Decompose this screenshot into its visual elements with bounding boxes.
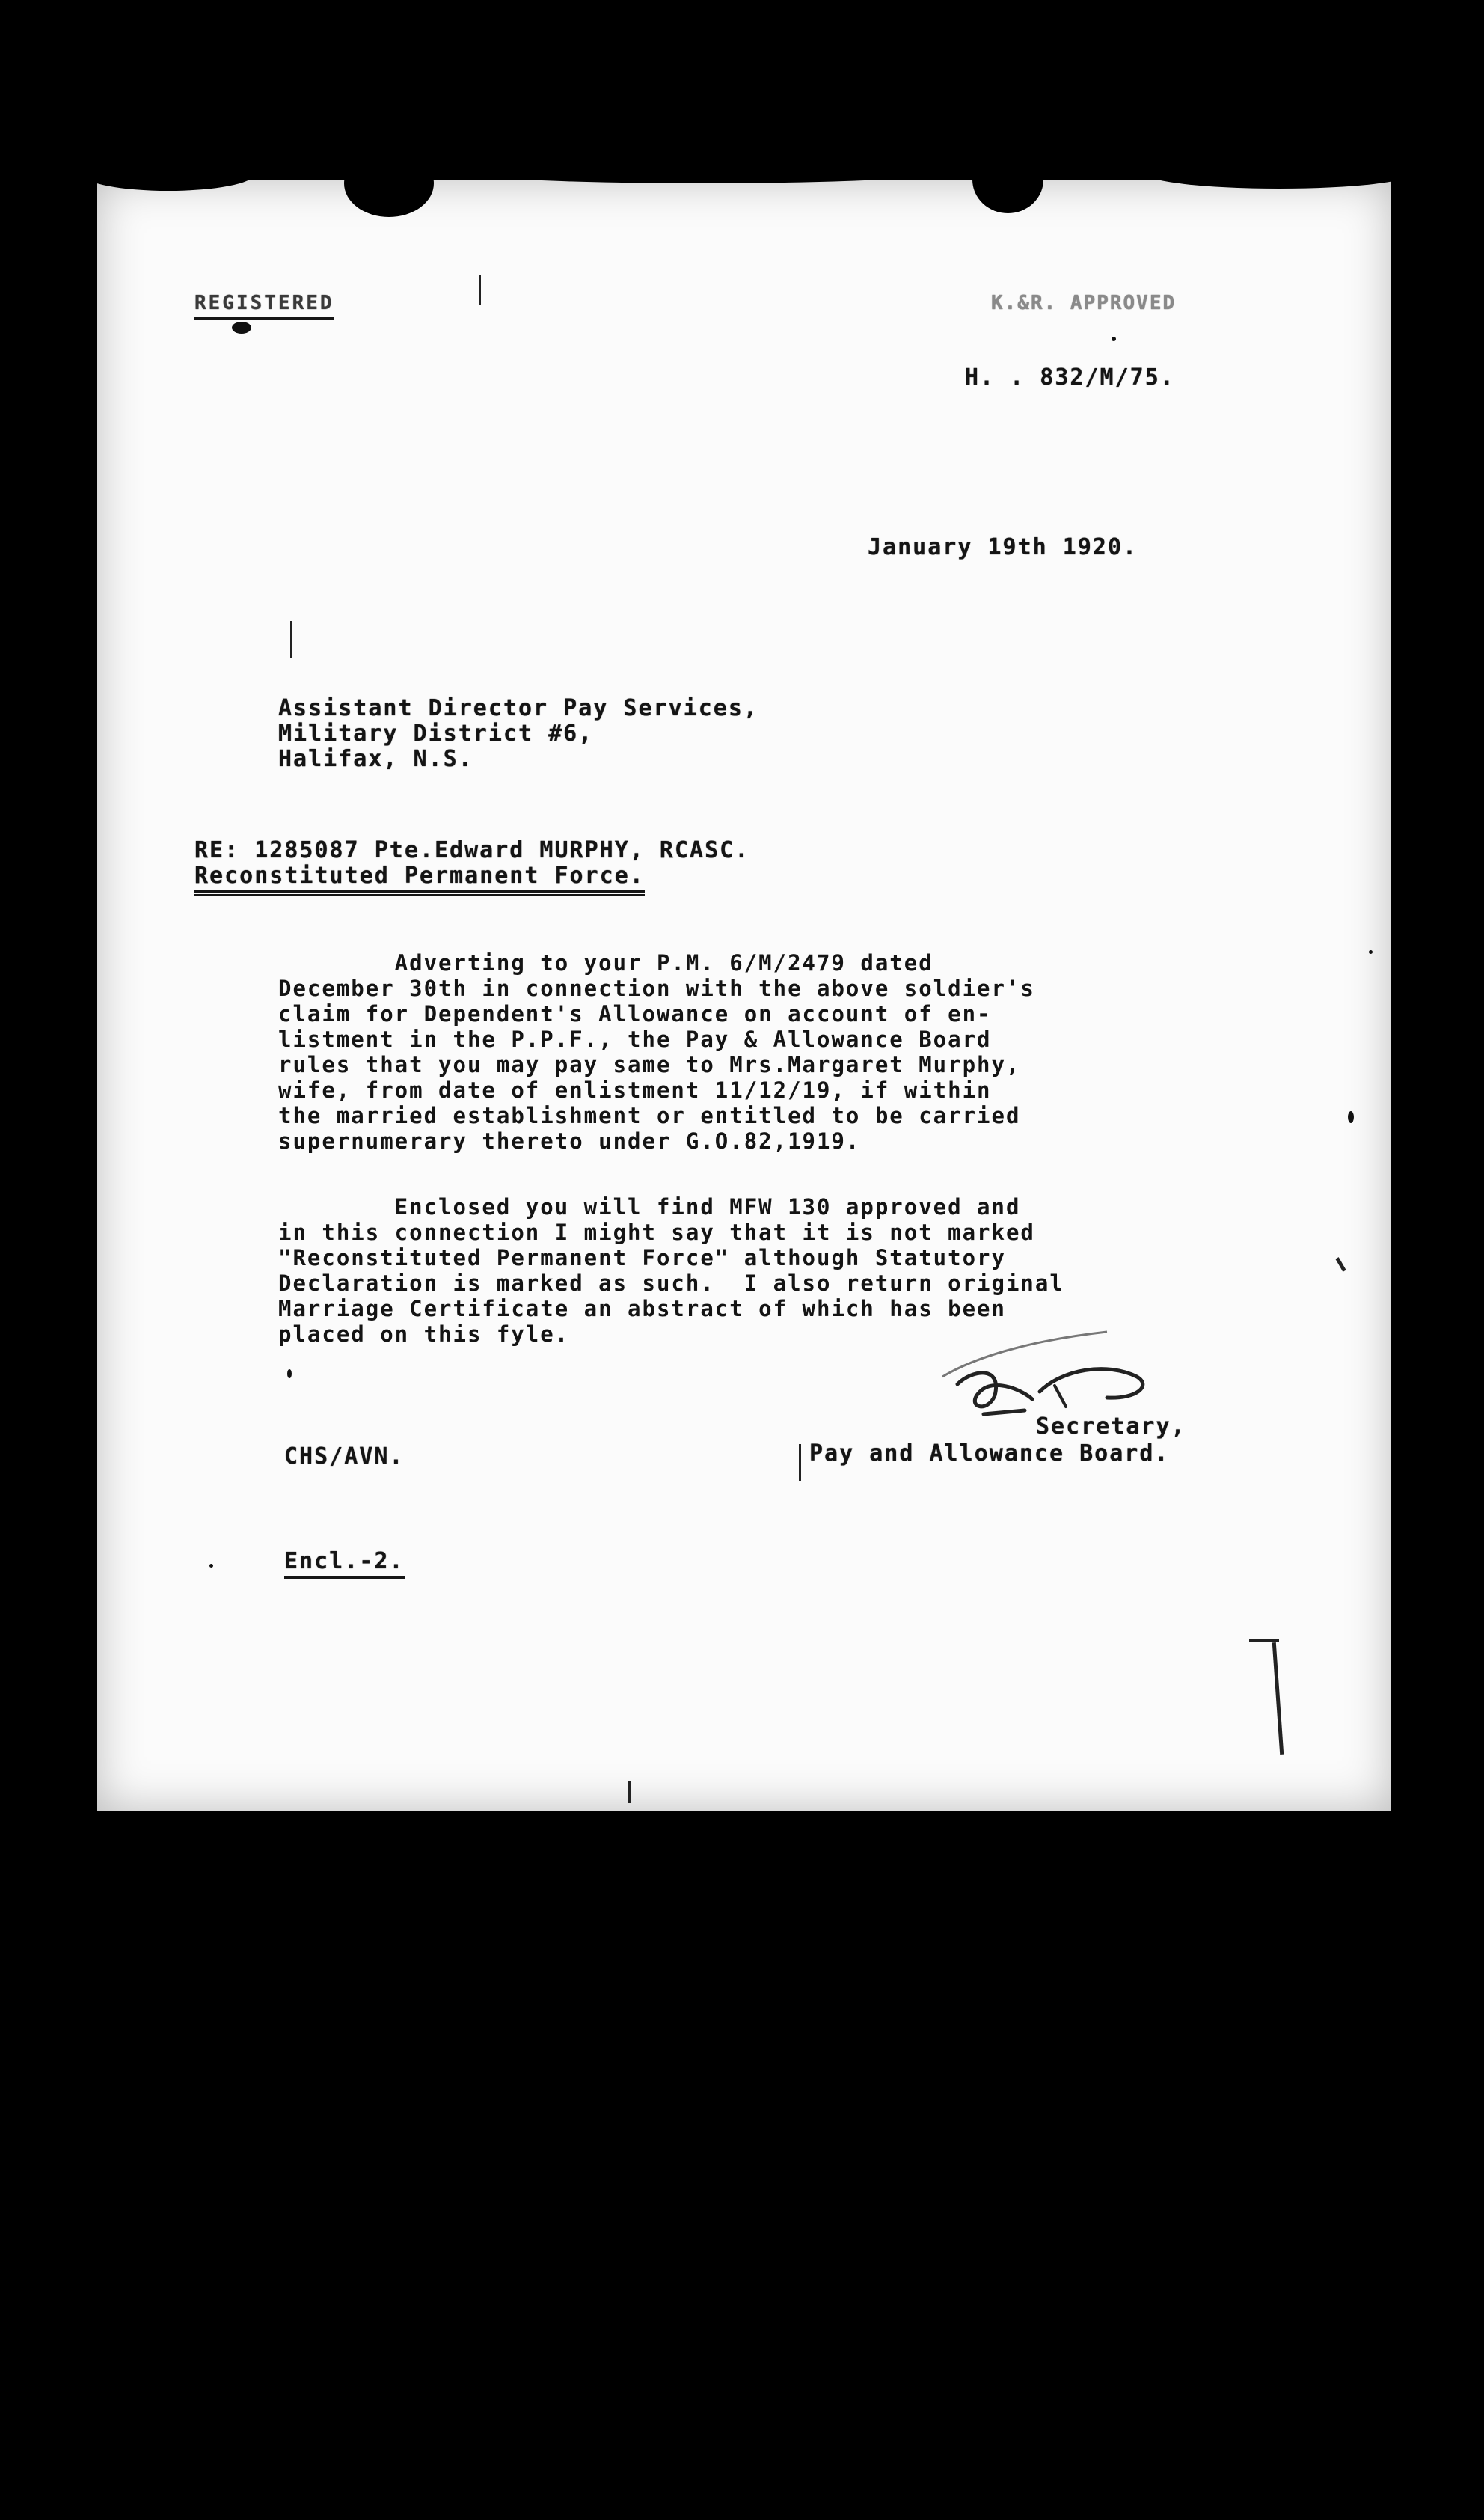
ink-speck <box>1369 950 1373 954</box>
ink-speck <box>1348 1111 1354 1123</box>
typist-initials: CHS/AVN. <box>284 1443 405 1470</box>
margin-mark <box>628 1781 631 1803</box>
body-line: Enclosed you will find MFW 130 approved and <box>278 1194 1021 1220</box>
body-line: in this connection I might say that it is not marked <box>278 1220 1035 1245</box>
address-line-1: Assistant Director Pay Services, <box>278 695 758 721</box>
body-line: rules that you may pay same to Mrs.Margaret Murphy, <box>278 1052 1021 1077</box>
margin-mark <box>479 275 481 305</box>
signature-board: Pay and Allowance Board. <box>809 1440 1170 1467</box>
body-line: the married establishment or entitled to be carried <box>278 1103 1021 1128</box>
body-line: Marriage Certificate an abstract of which has been <box>278 1296 1006 1321</box>
address-line-3: Halifax, N.S. <box>278 746 473 772</box>
letter-page <box>97 180 1391 1811</box>
registered-stamp: REGISTERED <box>194 290 334 320</box>
torn-edge <box>344 180 434 217</box>
body-line: December 30th in connection with the above soldier's <box>278 976 1035 1001</box>
file-reference: H. . 832/M/75. <box>965 364 1175 391</box>
address-line-2: Military District #6, <box>278 721 594 747</box>
signature-title: Secretary, <box>1036 1413 1186 1440</box>
body-line: Adverting to your P.M. 6/M/2479 dated <box>278 950 933 976</box>
margin-mark <box>1249 1639 1279 1642</box>
torn-edge <box>972 180 1043 213</box>
approved-stamp: K.&R. APPROVED <box>991 292 1177 314</box>
body-paragraph-1 <box>278 950 1035 1154</box>
body-line: listment in the P.P.F., the Pay & Allowance Board <box>278 1027 992 1052</box>
ink-speck <box>1112 337 1116 341</box>
margin-mark <box>799 1444 801 1481</box>
torn-edge <box>449 180 957 183</box>
ink-speck <box>209 1564 213 1568</box>
margin-mark <box>1335 1257 1346 1272</box>
subject-line-2: Reconstituted Permanent Force. <box>194 863 645 896</box>
ink-blot <box>232 322 251 334</box>
body-line: Declaration is marked as such. I also return original <box>278 1270 1064 1296</box>
body-line: "Reconstituted Permanent Force" although Statutory <box>278 1245 1006 1270</box>
body-line: claim for Dependent's Allowance on account of en- <box>278 1001 992 1027</box>
enclosure-note: Encl.-2. <box>284 1549 405 1579</box>
body-line: wife, from date of enlistment 11/12/19, if within <box>278 1077 992 1103</box>
body-line: placed on this fyle. <box>278 1321 570 1347</box>
body-line: supernumerary thereto under G.O.82,1919. <box>278 1128 861 1154</box>
torn-edge <box>97 180 254 191</box>
subject-line-1: RE: 1285087 Pte.Edward MURPHY, RCASC. <box>194 837 750 863</box>
margin-mark <box>290 621 292 658</box>
ink-speck <box>287 1369 292 1378</box>
torn-edge <box>1144 180 1391 189</box>
margin-mark <box>1272 1642 1284 1755</box>
letter-date: January 19th 1920. <box>868 534 1138 560</box>
